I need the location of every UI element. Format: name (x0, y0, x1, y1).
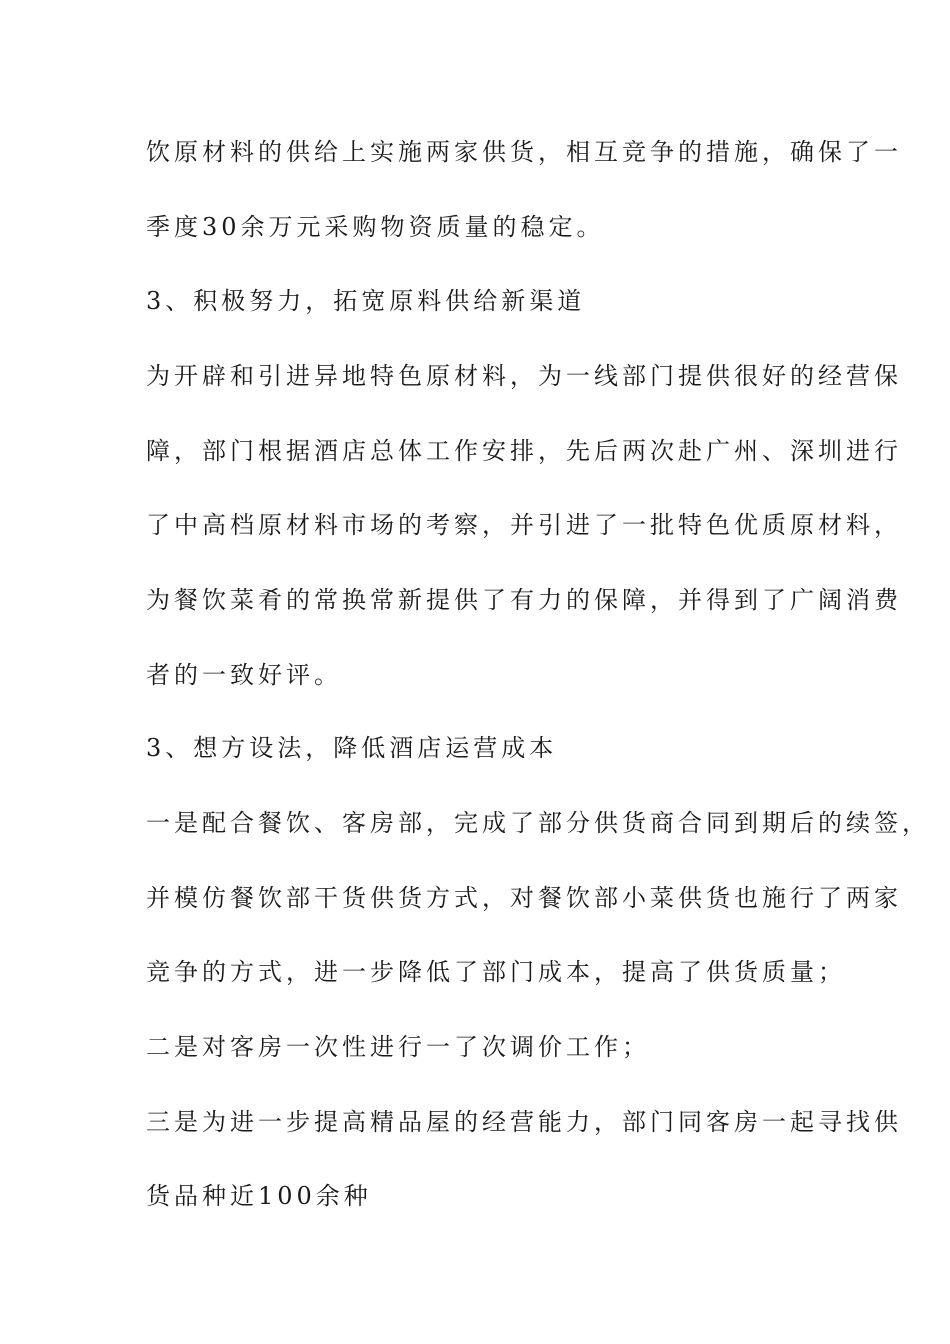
section-heading: 3、积极努力，拓宽原料供给新渠道 (146, 287, 586, 315)
text-line: 为餐饮菜肴的常换常新提供了有力的保障，并得到了广阔消费 (146, 586, 902, 614)
text-line: 季度30余万元采购物资质量的稳定。 (146, 213, 605, 241)
text-line: 二是对客房一次性进行一了次调价工作； (146, 1033, 650, 1061)
text-line: 一是配合餐饮、客房部，完成了部分供货商合同到期后的续签， (146, 809, 930, 837)
text-line: 货品种近100余种 (146, 1182, 372, 1210)
text-line: 饮原材料的供给上实施两家供货，相互竞争的措施，确保了一 (146, 138, 902, 166)
text-line: 三是为进一步提高精品屋的经营能力，部门同客房一起寻找供 (146, 1108, 902, 1136)
text-line: 障，部门根据酒店总体工作安排，先后两次赴广州、深圳进行 (146, 437, 902, 465)
text-line: 为开辟和引进异地特色原材料，为一线部门提供很好的经营保 (146, 362, 902, 390)
section-heading: 3、想方设法，降低酒店运营成本 (146, 734, 558, 762)
text-line: 了中高档原材料市场的考察，并引进了一批特色优质原材料， (146, 511, 902, 539)
text-line: 者的一致好评。 (146, 661, 342, 689)
text-line: 竞争的方式，进一步降低了部门成本，提高了供货质量； (146, 958, 846, 986)
text-line: 并模仿餐饮部干货供货方式，对餐饮部小菜供货也施行了两家 (146, 884, 902, 912)
